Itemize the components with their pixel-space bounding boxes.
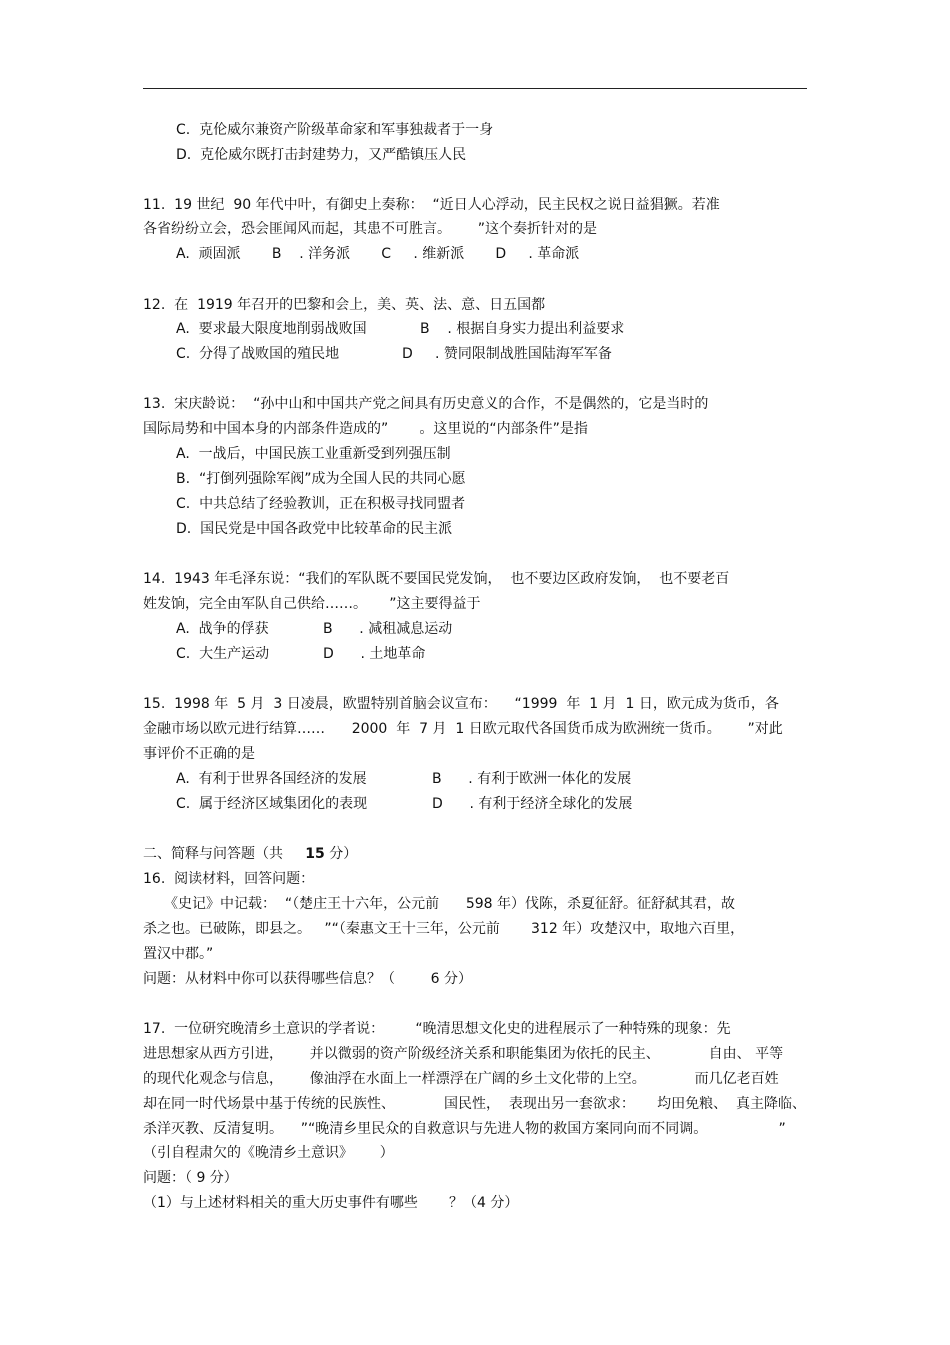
- q12-option-a: A. 要求最大限度地削弱战败国: [176, 321, 367, 337]
- q15-stem-line2: 金融市场以欧元进行结算…… 2000 年 7 月 1 日欧元取代各国货币成为欧洲统一货币。 ”对此: [143, 721, 783, 737]
- q17-stem-line5: 杀洋灭教、反清复明。 ”“晚清乡里民众的自救意识与先进人物的救国方案同向而不同调。 ”: [143, 1121, 786, 1137]
- q11-stem-line1: 11. 19 世纪 90 年代中叶，有御史上奏称： “近日人心浮动，民主民权之说日益猖獗。若准: [143, 197, 720, 213]
- q17-stem-line1: 17. 一位研究晚清乡土意识的学者说： “晚清思想文化史的进程展示了一种特殊的现象：先: [143, 1021, 731, 1037]
- q14-stem-line2: 姓发饷，完全由军队自己供给……。 ”这主要得益于: [143, 596, 481, 612]
- q14-option-c: C. 大生产运动: [176, 646, 270, 662]
- q13-stem-line2: 国际局势和中国本身的内部条件造成的” 。这里说的“内部条件”是指: [143, 421, 588, 437]
- q10-option-c: C. 克伦威尔兼资产阶级革命家和军事独裁者于一身: [176, 122, 494, 138]
- q17-subquestion-1: （1）与上述材料相关的重大历史事件有哪些 ？（4 分）: [143, 1195, 519, 1211]
- section2-heading: 二、简释与问答题（共 15 分）: [143, 846, 358, 862]
- q15-option-a: A. 有利于世界各国经济的发展: [176, 771, 367, 787]
- q15-option-b: B . 有利于欧洲一体化的发展: [432, 771, 632, 787]
- q14-option-d: D . 土地革命: [323, 646, 426, 662]
- q13-stem-line1: 13. 宋庆龄说： “孙中山和中国共产党之间具有历史意义的合作，不是偶然的，它是当时的: [143, 396, 709, 412]
- q12-stem: 12. 在 1919 年召开的巴黎和会上，美、英、法、意、日五国都: [143, 297, 546, 313]
- header-rule: [143, 88, 807, 89]
- q13-option-d: D. 国民党是中国各政党中比较革命的民主派: [176, 521, 453, 537]
- q16-material-line1: 《史记》中记载： “（楚庄王十六年，公元前 598 年）伐陈，杀夏征舒。征舒弑其君，故: [164, 896, 736, 912]
- q12-option-b: B . 根据自身实力提出利益要求: [420, 321, 625, 337]
- q12-option-c: C. 分得了战败国的殖民地: [176, 346, 340, 362]
- q15-option-c: C. 属于经济区域集团化的表现: [176, 796, 368, 812]
- q15-stem-line3: 事评价不正确的是: [143, 746, 255, 762]
- q15-option-d: D . 有利于经济全球化的发展: [432, 796, 633, 812]
- q14-option-b: B . 减租减息运动: [323, 621, 453, 637]
- q17-stem-line3: 的现代化观念与信息， 像油浮在水面上一样漂浮在广阔的乡土文化带的上空。 而几亿老百姓: [143, 1071, 779, 1087]
- q11-options: A. 顽固派 B . 洋务派 C . 维新派 D . 革命派: [176, 246, 580, 262]
- q13-option-c: C. 中共总结了经验教训，正在积极寻找同盟者: [176, 496, 466, 512]
- q16-material-line3: 置汉中郡。”: [143, 946, 214, 962]
- q10-option-d: D. 克伦威尔既打击封建势力，又严酷镇压人民: [176, 147, 467, 163]
- q14-option-a: A. 战争的俘获: [176, 621, 269, 637]
- q11-stem-line2: 各省纷纷立会，恐会匪闻风而起，其患不可胜言。 ”这个奏折针对的是: [143, 221, 597, 237]
- q16-stem: 16. 阅读材料，回答问题：: [143, 871, 315, 887]
- q17-stem-line2: 进思想家从西方引进， 并以微弱的资产阶级经济关系和职能集团为依托的民主、 自由、 平等: [143, 1046, 784, 1062]
- q16-question: 问题：从材料中你可以获得哪些信息？（ 6 分）: [143, 971, 472, 987]
- q13-option-a: A. 一战后，中国民族工业重新受到列强压制: [176, 446, 451, 462]
- q15-stem-line1: 15. 1998 年 5 月 3 日凌晨，欧盟特别首脑会议宣布： “1999 年 1 月 1 日，欧元成为货币，各: [143, 696, 779, 712]
- q13-option-b: B. “打倒列强除军阀”成为全国人民的共同心愿: [176, 471, 466, 487]
- q17-question: 问题：（ 9 分）: [143, 1170, 238, 1186]
- q12-option-d: D . 赞同限制战胜国陆海军军备: [402, 346, 612, 362]
- q17-stem-line4: 却在同一时代场景中基于传统的民族性、 国民性， 表现出另一套欲求： 均田免粮、 真主降临、: [143, 1096, 807, 1112]
- q14-stem-line1: 14. 1943 年毛泽东说：“我们的军队既不要国民党发饷， 也不要边区政府发饷， 也不要老百: [143, 571, 730, 587]
- section2-points: 15: [305, 846, 325, 862]
- q16-material-line2: 杀之也。已破陈，即县之。 ”“（秦惠文王十三年，公元前 312 年）攻楚汉中，取地六百里，: [143, 921, 745, 937]
- q17-citation: （引自程肃欠的《晚清乡土意识》 ）: [143, 1145, 394, 1161]
